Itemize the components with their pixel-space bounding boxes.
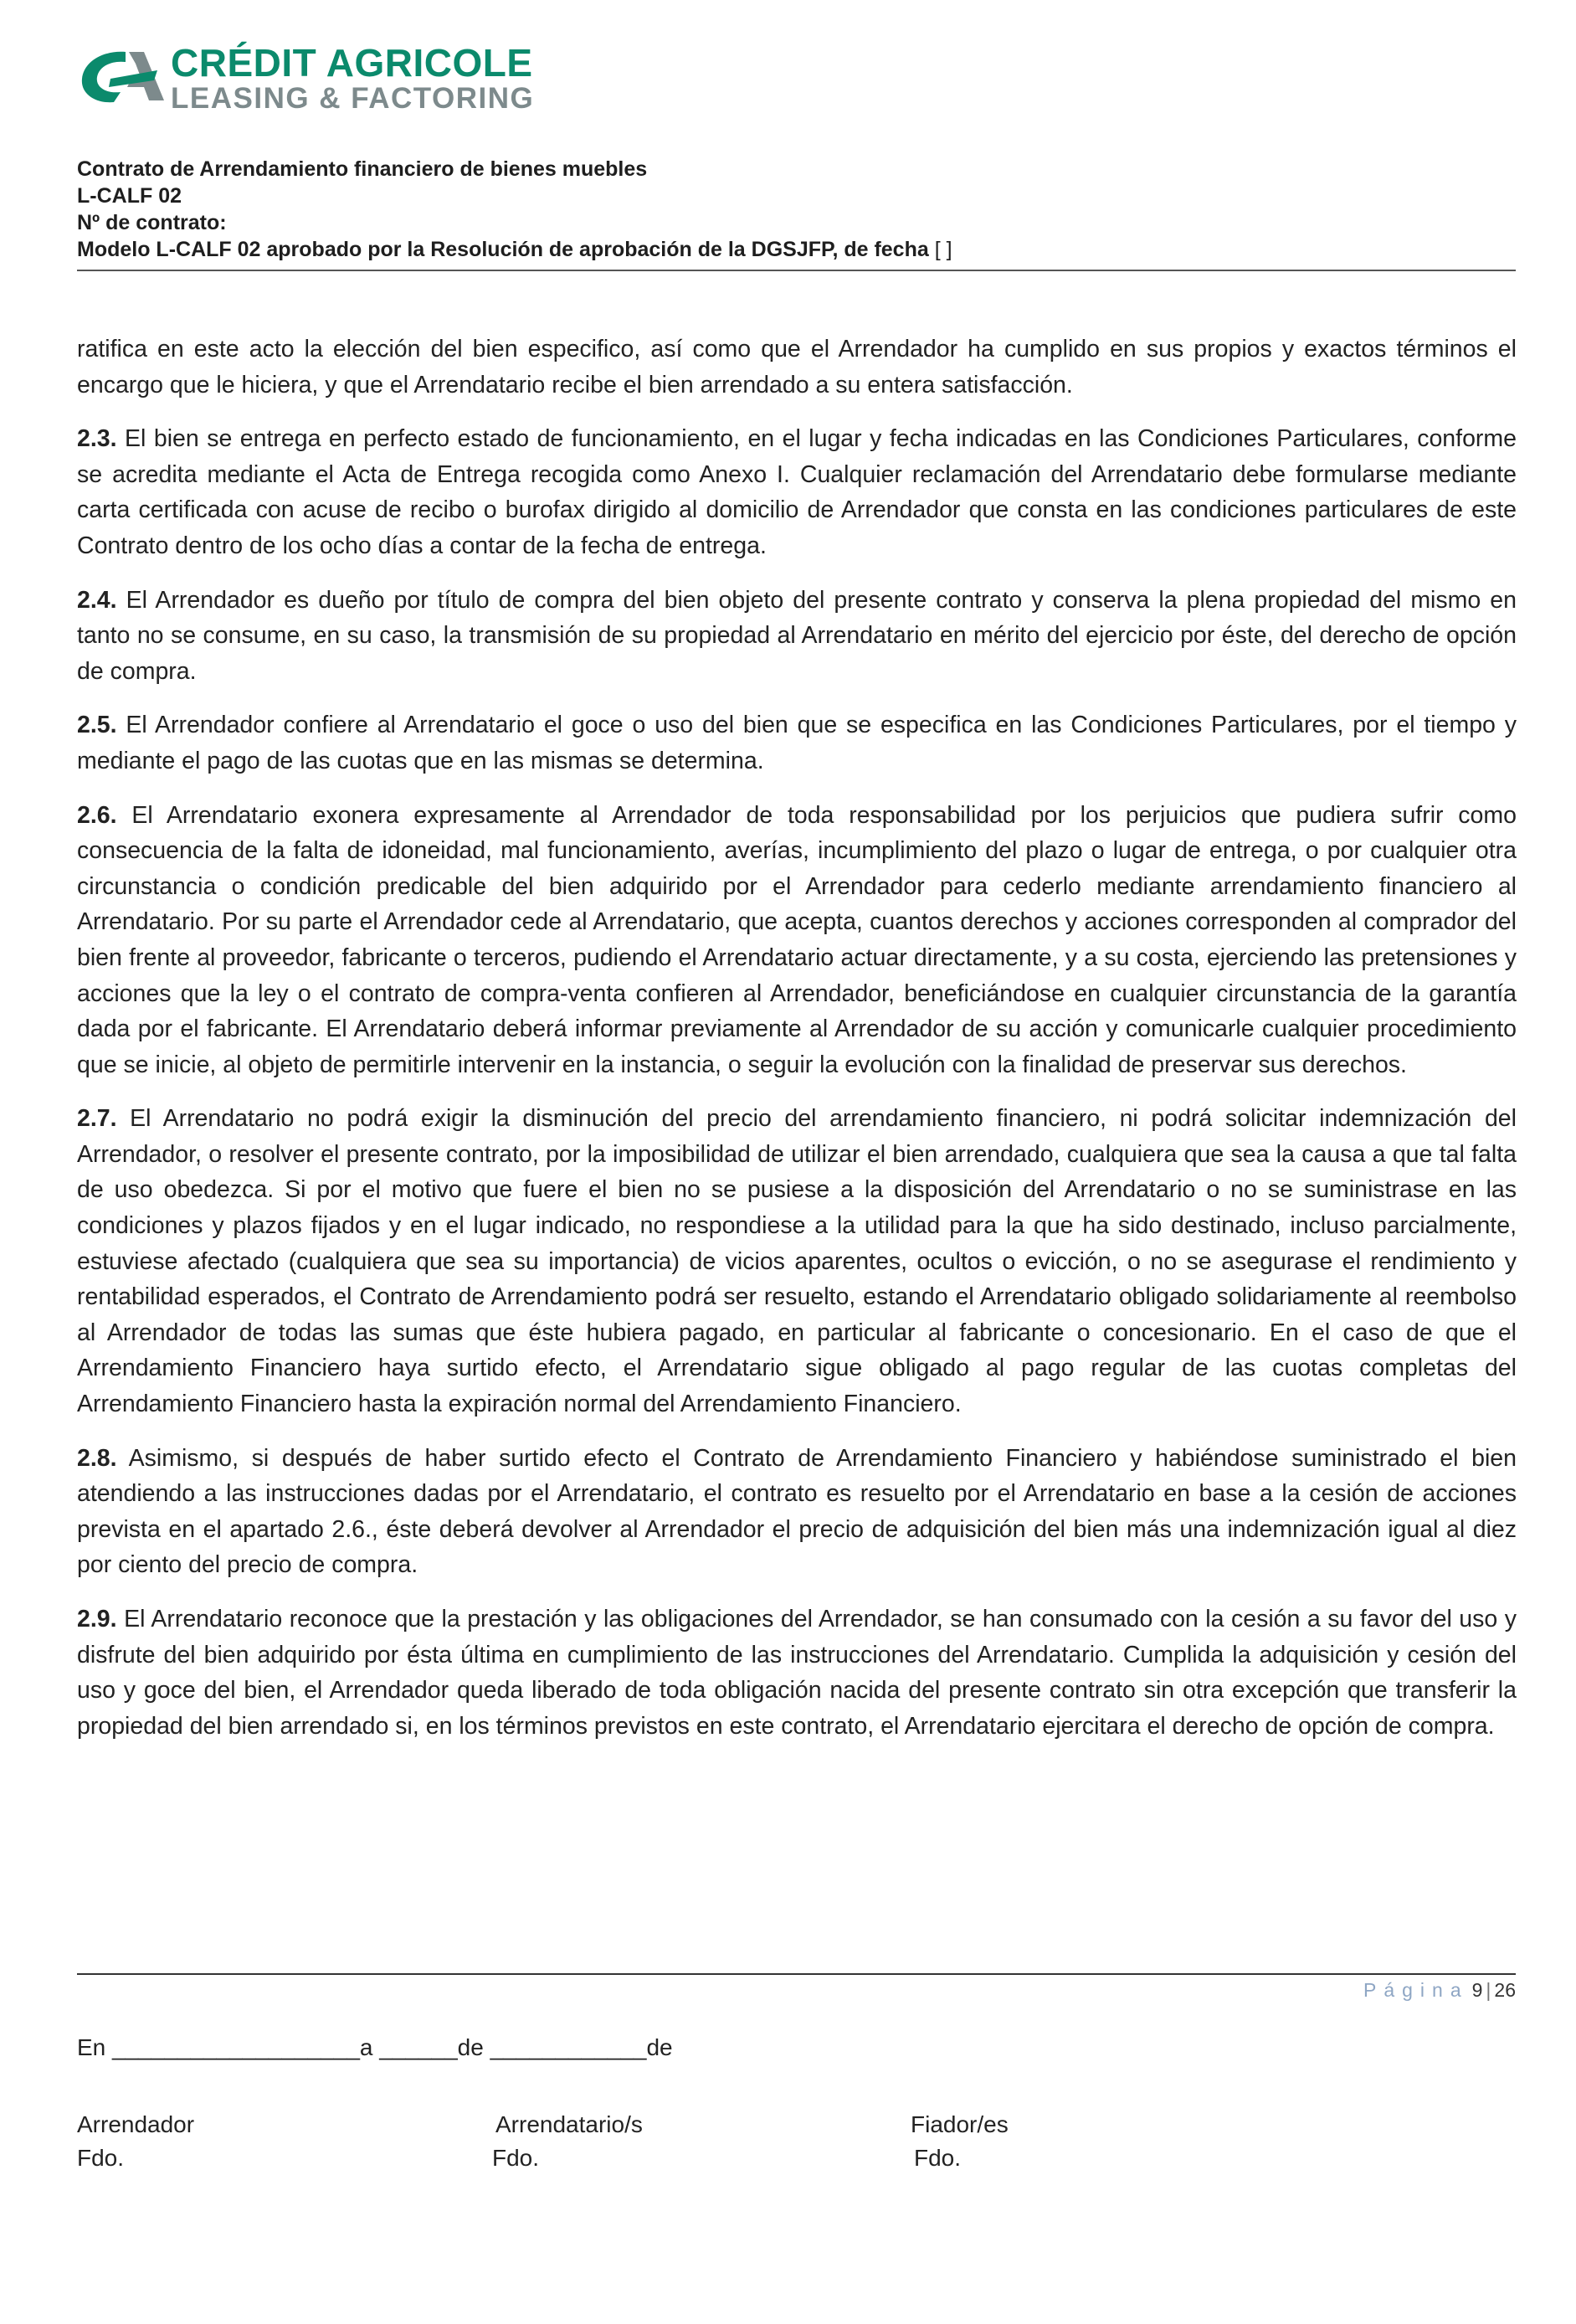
- place-date-line: En ___________________a ______de ____________de: [77, 2034, 673, 2060]
- clause-number: 2.6.: [77, 801, 117, 829]
- header-approval-line: [77, 236, 1517, 263]
- logo-title: CRÉDIT AGRICOLE: [171, 41, 533, 85]
- clause-number: 2.9.: [77, 1606, 117, 1632]
- page-number: [1363, 1979, 1516, 2002]
- clause-number: 2.4.: [77, 586, 117, 614]
- clause-text: El Arrendatario no podrá exigir la disminución del precio del arrendamiento financiero, ni podrá solicitar indemnización del Arrendador, o resolver el presente contrato, por la imposibilidad de utilizar el bien arrendado, cualquiera que sea la causa a que tal falta de uso obedezca. Si por el motivo que fuere el bien no se pusiese a la disposición del Arrendatario o no se suministrase en las condiciones y plazos fijados y en el lugar indicado, no respondiese a la utilidad para la que ha sido destinado, incluso parcialmente, estuviese afectado (cualquiera que sea su importancia) de vicios aparentes, ocultos o evicción, o no se asegurase el rendimiento y rentabilidad esperados, el Contrato de Arrendamiento podrá ser resuelto, estando el Arrendatario obligado solidariamente al reembolso al Arrendador de todas las sumas que éste hubiera pagado, en particular al fabricante o concesionario. En el caso de que el Arrendamiento Financiero haya surtido efecto, el Arrendatario sigue obligado al pago regular de las cuotas completas del Arrendamiento Financiero hasta la expiración normal del Arrendamiento Financiero.: [77, 1105, 1517, 1418]
- signature-fdo: Fdo.: [914, 2145, 962, 2171]
- clause-2-4: [77, 583, 1517, 690]
- logo-subtitle: LEASING & FACTORING: [171, 82, 535, 115]
- footer-divider: [77, 1973, 1516, 1975]
- page-current: 9: [1471, 1979, 1483, 2001]
- clause-text: El Arrendatario exonera expresamente al Arrendador de toda responsabilidad por los perjuicios que pudiera sufrir como consecuencia de la falta de idoneidad, mal funcionamiento, averías, incumplimiento del plazo o lugar de entrega, o por cualquier otra circunstancia o condición predicable del bien adquirido por el Arrendador para cederlo mediante arrendamiento financiero al Arrendatario. Por su parte el Arrendador cede al Arrendatario, que acepta, cuantos derechos y acciones corresponden al comprador del bien frente al proveedor, fabricante o terceros, pudiendo el Arrendatario actuar directamente, y a su costa, ejerciendo las pretensiones y acciones que la ley o el contrato de compra-venta confieren al Arrendador, beneficiándose en cualquier circunstancia de la garantía dada por el fabricante. El Arrendatario deberá informar previamente al Arrendador de su acción y comunicarle cualquier procedimiento que se inicie, al objeto de permitirle intervenir en la instancia, o seguir la evolución con la finalidad de preservar sus derechos.: [77, 801, 1517, 1078]
- signature-arrendatario: [492, 2108, 643, 2175]
- clause-number: 2.7.: [77, 1105, 117, 1133]
- credit-agricole-logo-icon: [77, 45, 169, 107]
- signature-fdo: Fdo.: [77, 2145, 125, 2171]
- header-model-code: L-CALF 02: [77, 184, 182, 208]
- header-title: Contrato de Arrendamiento financiero de bienes muebles: [77, 157, 648, 181]
- company-logo: [77, 41, 579, 115]
- clause-2-8: [77, 1441, 1517, 1583]
- header-date-placeholder: [ ]: [934, 238, 952, 261]
- clause-text: El bien se entrega en perfecto estado de funcionamiento, en el lugar y fecha indicadas en las Condiciones Particulares, conforme se acredita mediante el Acta de Entrega recogida como Anexo I. Cualquier reclamación del Arrendatario debe formularse mediante carta certificada con acuse de recibo o burofax dirigido al domicilio de Arrendador que consta en las condiciones particulares de este Contrato dentro de los ocho días a contar de la fecha de entrega.: [77, 425, 1517, 559]
- signature-fiador: [911, 2108, 1009, 2175]
- page-total: 26: [1494, 1979, 1516, 2001]
- clause-2-7: [77, 1101, 1517, 1422]
- clause-2-9: [77, 1602, 1517, 1744]
- page-label: Página: [1363, 1979, 1469, 2001]
- contract-body: [77, 332, 1517, 1762]
- clause-text: El Arrendador confiere al Arrendatario el goce o uso del bien que se especifica en las Condiciones Particulares, por el tiempo y mediante el pago de las cuotas que en las mismas se determina.: [77, 712, 1517, 774]
- clause-2-3: [77, 421, 1517, 563]
- paragraph-continuation: [77, 332, 1517, 403]
- clause-text: El Arrendador es dueño por título de compra del bien objeto del presente contrato y conserva la plena propiedad del mismo en tanto no se consume, en su caso, la transmisión de su propiedad al Arrendatario en mérito del ejercicio por éste, del derecho de opción de compra.: [77, 586, 1517, 685]
- signature-role: Fiador/es: [911, 2111, 1009, 2137]
- paragraph-text: ratifica en este acto la elección del bien especifico, así como que el Arrendador ha cumplido en sus propios y exactos términos el encargo que le hiciera, y que el Arrendatario recibe el bien arrendado a su entera satisfacción.: [77, 336, 1517, 398]
- signature-arrendador: [77, 2108, 194, 2175]
- clause-number: 2.5.: [77, 712, 117, 739]
- header-divider: [77, 270, 1516, 271]
- signature-role: Arrendatario/s: [495, 2111, 643, 2137]
- clause-number: 2.3.: [77, 425, 117, 453]
- clause-number: 2.8.: [77, 1444, 117, 1472]
- clause-text: Asimismo, si después de haber surtido efecto el Contrato de Arrendamiento Financiero y habiéndose suministrado el bien atendiendo a las instrucciones dadas por el Arrendatario, el contrato es resuelto por el Arrendatario en base a la cesión de acciones prevista en el apartado 2.6., éste deberá devolver al Arrendador el precio de adquisición del bien más una indemnización igual al diez por ciento del precio de compra.: [77, 1444, 1517, 1579]
- document-header: [77, 156, 1517, 263]
- clause-text: El Arrendatario reconoce que la prestación y las obligaciones del Arrendador, se han consumado con la cesión a su favor del uso y disfrute del bien adquirido por ésta última en cumplimiento de las instrucciones del Arrendatario. Cumplida la adquisición y cesión del uso y goce del bien, el Arrendador queda liberado de toda obligación nacida del presente contrato sin otra excepción que transferir la propiedad del bien arrendado si, en los términos previstos en este contrato, el Arrendatario ejercitara el derecho de opción de compra.: [77, 1606, 1517, 1740]
- page-separator: |: [1486, 1979, 1491, 2001]
- signature-fdo: Fdo.: [492, 2145, 540, 2171]
- header-approval-text: Modelo L-CALF 02 aprobado por la Resolución de aprobación de la DGSJFP, de fecha: [77, 238, 929, 261]
- clause-2-6: [77, 798, 1517, 1083]
- header-contract-number: Nº de contrato:: [77, 211, 227, 234]
- clause-2-5: [77, 707, 1517, 779]
- signature-role: Arrendador: [77, 2111, 195, 2137]
